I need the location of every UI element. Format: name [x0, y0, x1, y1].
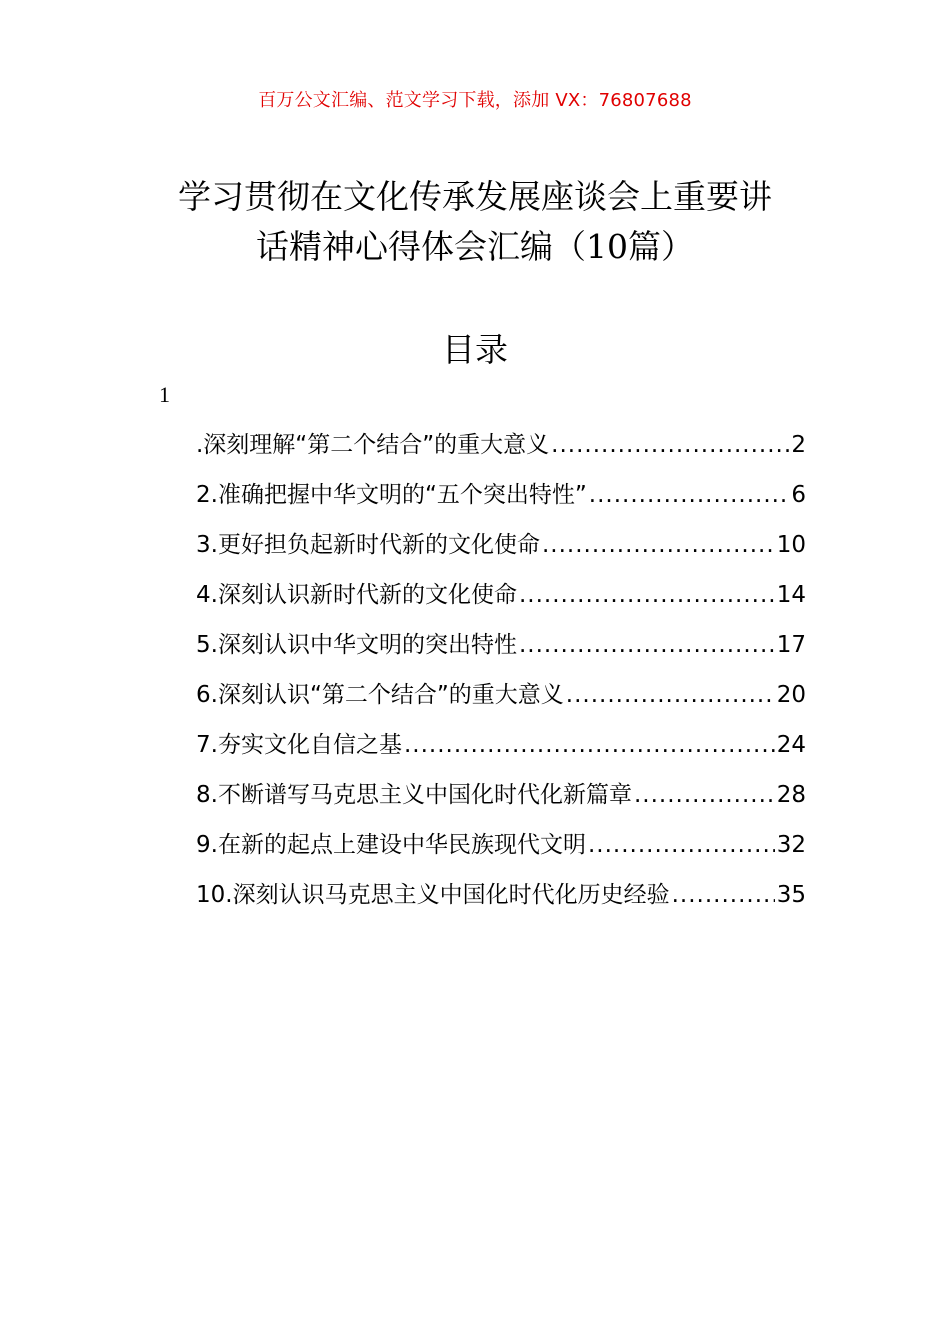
toc-leader-dots: [519, 620, 775, 670]
toc-item-page: 6: [791, 482, 806, 508]
toc-leader-dots: [589, 470, 790, 520]
toc-item-page: 24: [776, 732, 806, 758]
toc-item[interactable]: [196, 470, 806, 520]
toc-item[interactable]: [196, 620, 806, 670]
document-title: [130, 172, 820, 272]
toc-item-title: 10.深刻认识马克思主义中国化时代化历史经验: [196, 882, 670, 908]
title-line-1: 学习贯彻在文化传承发展座谈会上重要讲: [178, 177, 772, 216]
toc-item[interactable]: [196, 720, 806, 770]
toc-item-page: 14: [776, 582, 806, 608]
toc-item-title: 6.深刻认识“第二个结合”的重大意义: [196, 682, 564, 708]
watermark-header-note: 百万公文汇编、范文学习下载，添加 VX：76807688: [258, 90, 692, 111]
toc-item[interactable]: [196, 570, 806, 620]
toc-leader-dots: [404, 720, 775, 770]
toc-item-title: 3.更好担负起新时代新的文化使命: [196, 532, 540, 558]
toc-item-title: 7.夯实文化自信之基: [196, 732, 402, 758]
toc-item[interactable]: [196, 520, 806, 570]
toc-item-page: 20: [776, 682, 806, 708]
toc-leader-dots: [588, 820, 775, 870]
toc-item[interactable]: [196, 870, 806, 920]
toc-item[interactable]: [196, 770, 806, 820]
title-line-2-prefix: 话精神心得体会汇编（: [256, 227, 586, 266]
toc-leader-dots: [519, 570, 775, 620]
toc-item-page: 2: [791, 432, 806, 458]
toc-item-title: 9.在新的起点上建设中华民族现代文明: [196, 832, 586, 858]
toc-item-title: 5.深刻认识中华文明的突出特性: [196, 632, 517, 658]
toc-leader-dots: [551, 420, 789, 470]
toc-leader-dots: [672, 870, 775, 920]
toc-item-title: 4.深刻认识新时代新的文化使命: [196, 582, 517, 608]
toc-item[interactable]: [196, 670, 806, 720]
toc-heading: 目录: [442, 330, 508, 369]
toc-item-page: 10: [776, 532, 806, 558]
toc-item-title: .深刻理解“第二个结合”的重大意义: [196, 432, 550, 458]
toc-item-title: 2.准确把握中华文明的“五个突出特性”: [196, 482, 587, 508]
toc-item[interactable]: [196, 420, 806, 470]
toc-item-title: 8.不断谱写马克思主义中国化时代化新篇章: [196, 782, 632, 808]
toc-item-page: 28: [776, 782, 806, 808]
toc-item[interactable]: [196, 820, 806, 870]
toc-item-page: 17: [776, 632, 806, 658]
toc-leader-dots: [634, 770, 775, 820]
toc-item-page: 32: [776, 832, 806, 858]
toc-list: [196, 420, 806, 920]
title-line-2-suffix: 篇）: [628, 227, 694, 266]
toc-stray-number: 1: [159, 382, 170, 407]
title-line-2: [130, 222, 820, 272]
toc-leader-dots: [542, 520, 775, 570]
toc-leader-dots: [566, 670, 775, 720]
toc-item-page: 35: [776, 882, 806, 908]
title-article-count: 10: [586, 227, 628, 266]
